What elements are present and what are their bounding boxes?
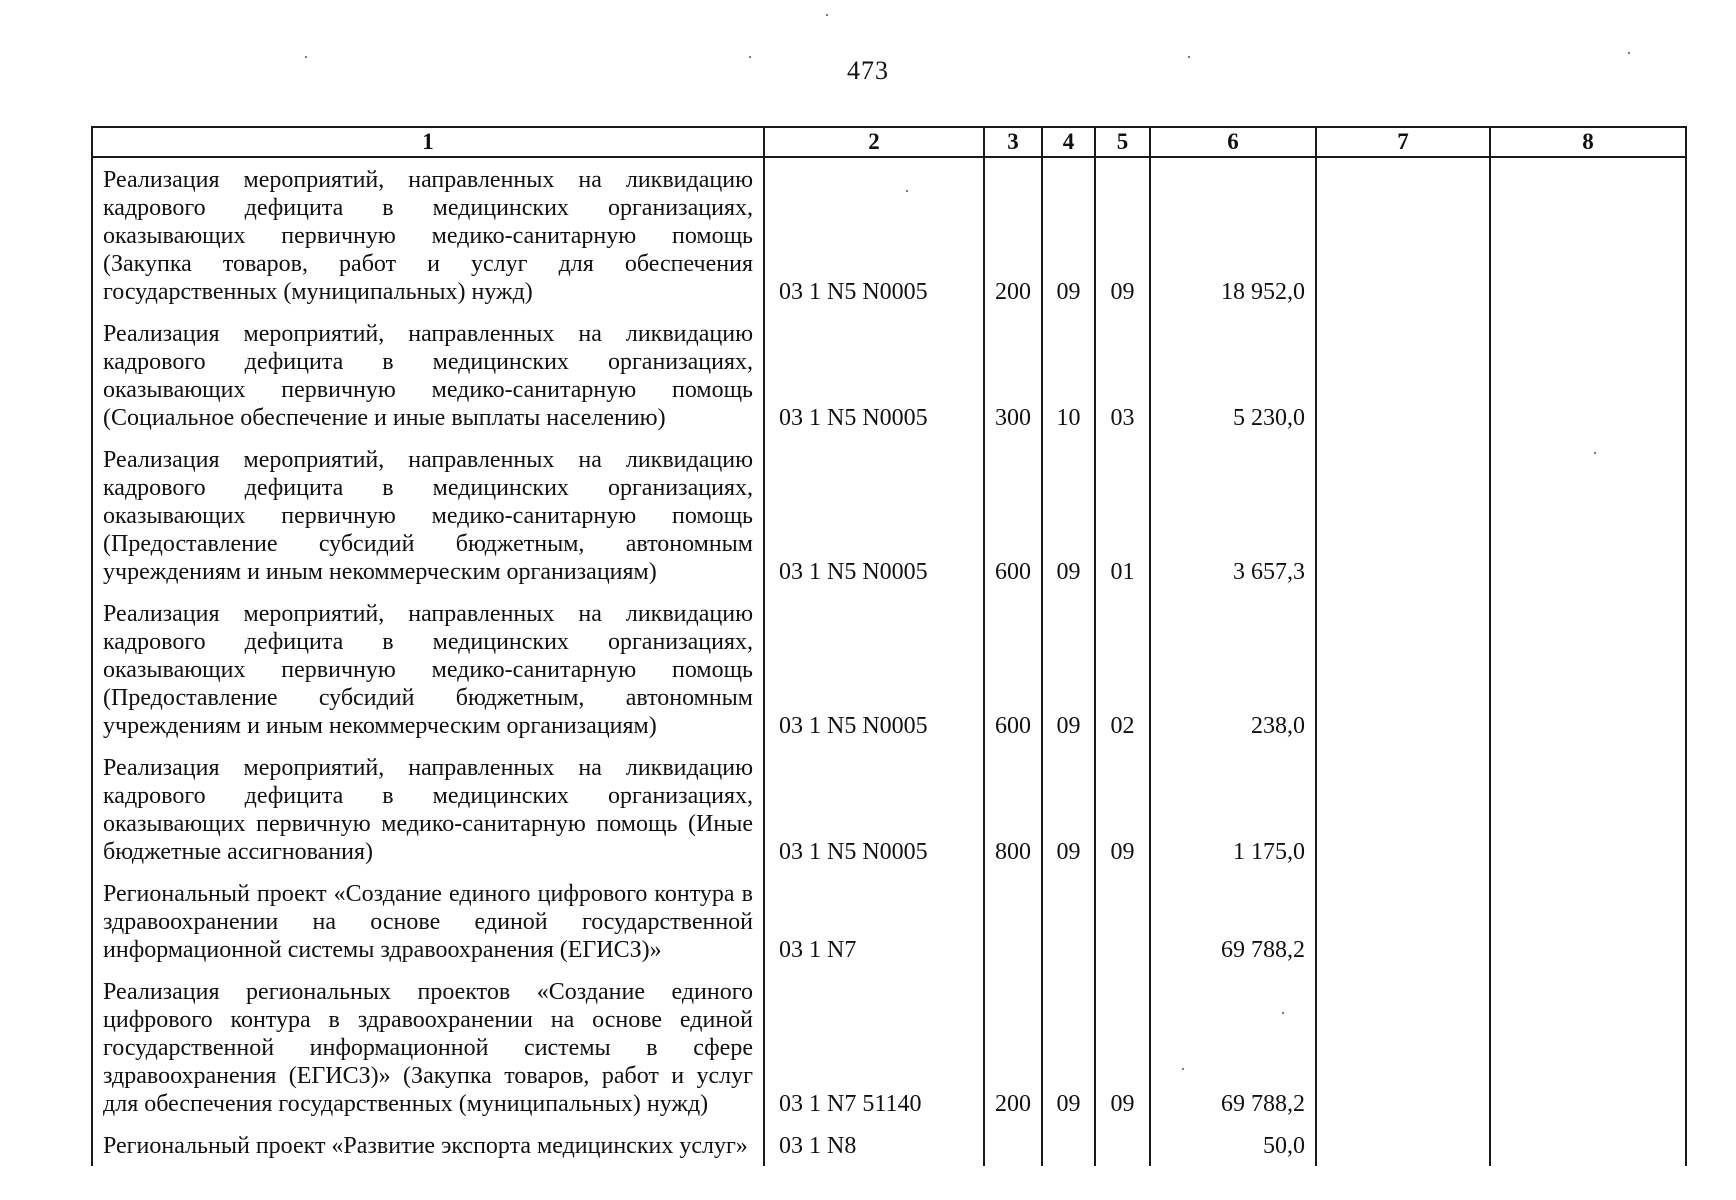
table-row — [92, 438, 1686, 592]
row-col3: 600 — [984, 592, 1042, 746]
row-amount: 69 788,2 — [1150, 872, 1316, 970]
row-code: 03 1 N5 N0005 — [764, 746, 984, 872]
scan-speck — [749, 56, 751, 58]
row-col7 — [1316, 970, 1490, 1124]
table-row — [92, 157, 1686, 312]
budget-table — [91, 126, 1687, 1166]
row-code: 03 1 N8 — [764, 1124, 984, 1166]
row-col4: 09 — [1042, 157, 1095, 312]
row-col4: 09 — [1042, 438, 1095, 592]
row-col7 — [1316, 746, 1490, 872]
row-col3: 800 — [984, 746, 1042, 872]
row-code: 03 1 N5 N0005 — [764, 592, 984, 746]
row-col8 — [1490, 872, 1686, 970]
row-code: 03 1 N5 N0005 — [764, 438, 984, 592]
row-col8 — [1490, 592, 1686, 746]
row-col5 — [1095, 872, 1150, 970]
row-col8 — [1490, 157, 1686, 312]
table-row — [92, 746, 1686, 872]
header-col-2: 2 — [764, 127, 984, 157]
row-col8 — [1490, 746, 1686, 872]
header-col-6: 6 — [1150, 127, 1316, 157]
table-row — [92, 970, 1686, 1124]
row-amount: 5 230,0 — [1150, 312, 1316, 438]
row-code: 03 1 N5 N0005 — [764, 157, 984, 312]
row-description: Региональный проект «Создание единого цифрового контура в здравоохранении на основе единой государственной информационной системы здравоохранения (ЕГИСЗ)» — [92, 872, 764, 970]
row-col4: 09 — [1042, 970, 1095, 1124]
row-col7 — [1316, 592, 1490, 746]
header-col-4: 4 — [1042, 127, 1095, 157]
scan-speck — [305, 56, 307, 58]
row-col3: 600 — [984, 438, 1042, 592]
row-col5: 09 — [1095, 970, 1150, 1124]
row-col5: 09 — [1095, 157, 1150, 312]
header-col-1: 1 — [92, 127, 764, 157]
row-col4: 09 — [1042, 746, 1095, 872]
row-col5: 01 — [1095, 438, 1150, 592]
row-amount: 50,0 — [1150, 1124, 1316, 1166]
row-col4 — [1042, 1124, 1095, 1166]
row-col7 — [1316, 1124, 1490, 1166]
row-col5 — [1095, 1124, 1150, 1166]
row-col4: 09 — [1042, 592, 1095, 746]
row-col5: 09 — [1095, 746, 1150, 872]
table-row — [92, 312, 1686, 438]
row-code: 03 1 N7 51140 — [764, 970, 984, 1124]
row-description: Реализация мероприятий, направленных на ликвидацию кадрового дефицита в медицинских организациях, оказывающих первичную медико-санитарную помощь (Закупка товаров, работ и услуг для обеспечения государственных (муниципальных) нужд) — [92, 157, 764, 312]
row-amount: 69 788,2 — [1150, 970, 1316, 1124]
row-col3: 200 — [984, 157, 1042, 312]
row-col7 — [1316, 312, 1490, 438]
table-row — [92, 872, 1686, 970]
row-code: 03 1 N5 N0005 — [764, 312, 984, 438]
page-number: 473 — [847, 56, 889, 85]
row-code: 03 1 N7 — [764, 872, 984, 970]
scan-speck — [1628, 52, 1630, 54]
row-description: Реализация мероприятий, направленных на ликвидацию кадрового дефицита в медицинских организациях, оказывающих первичную медико-санитарную помощь (Социальное обеспечение и иные выплаты населению) — [92, 312, 764, 438]
row-col4 — [1042, 872, 1095, 970]
table-row — [92, 592, 1686, 746]
row-col8 — [1490, 438, 1686, 592]
row-amount: 3 657,3 — [1150, 438, 1316, 592]
row-amount: 1 175,0 — [1150, 746, 1316, 872]
row-col3 — [984, 872, 1042, 970]
row-col8 — [1490, 1124, 1686, 1166]
header-col-7: 7 — [1316, 127, 1490, 157]
row-col3: 200 — [984, 970, 1042, 1124]
row-col3 — [984, 1124, 1042, 1166]
table-row — [92, 1124, 1686, 1166]
row-amount: 238,0 — [1150, 592, 1316, 746]
row-col3: 300 — [984, 312, 1042, 438]
row-description: Реализация региональных проектов «Создание единого цифрового контура в здравоохранении на основе единой государственной информационной системы в сфере здравоохранения (ЕГИСЗ)» (Закупка товаров, работ и услуг для обеспечения государственных (муниципальных) нужд) — [92, 970, 764, 1124]
row-col7 — [1316, 872, 1490, 970]
scan-speck — [826, 14, 828, 16]
row-col5: 02 — [1095, 592, 1150, 746]
row-col8 — [1490, 970, 1686, 1124]
row-col7 — [1316, 157, 1490, 312]
row-col4: 10 — [1042, 312, 1095, 438]
header-col-5: 5 — [1095, 127, 1150, 157]
scan-speck — [1188, 56, 1190, 58]
row-col8 — [1490, 312, 1686, 438]
row-description: Реализация мероприятий, направленных на ликвидацию кадрового дефицита в медицинских организациях, оказывающих первичную медико-санитарную помощь (Иные бюджетные ассигнования) — [92, 746, 764, 872]
row-col7 — [1316, 438, 1490, 592]
row-description: Реализация мероприятий, направленных на ликвидацию кадрового дефицита в медицинских организациях, оказывающих первичную медико-санитарную помощь (Предоставление субсидий бюджетным, автономным учреждениям и иным некоммерческим организациям) — [92, 438, 764, 592]
row-col5: 03 — [1095, 312, 1150, 438]
row-amount: 18 952,0 — [1150, 157, 1316, 312]
header-col-3: 3 — [984, 127, 1042, 157]
row-description: Реализация мероприятий, направленных на ликвидацию кадрового дефицита в медицинских организациях, оказывающих первичную медико-санитарную помощь (Предоставление субсидий бюджетным, автономным учреждениям и иным некоммерческим организациям) — [92, 592, 764, 746]
row-description: Региональный проект «Развитие экспорта медицинских услуг» — [92, 1124, 764, 1166]
header-col-8: 8 — [1490, 127, 1686, 157]
header-row — [92, 127, 1686, 157]
